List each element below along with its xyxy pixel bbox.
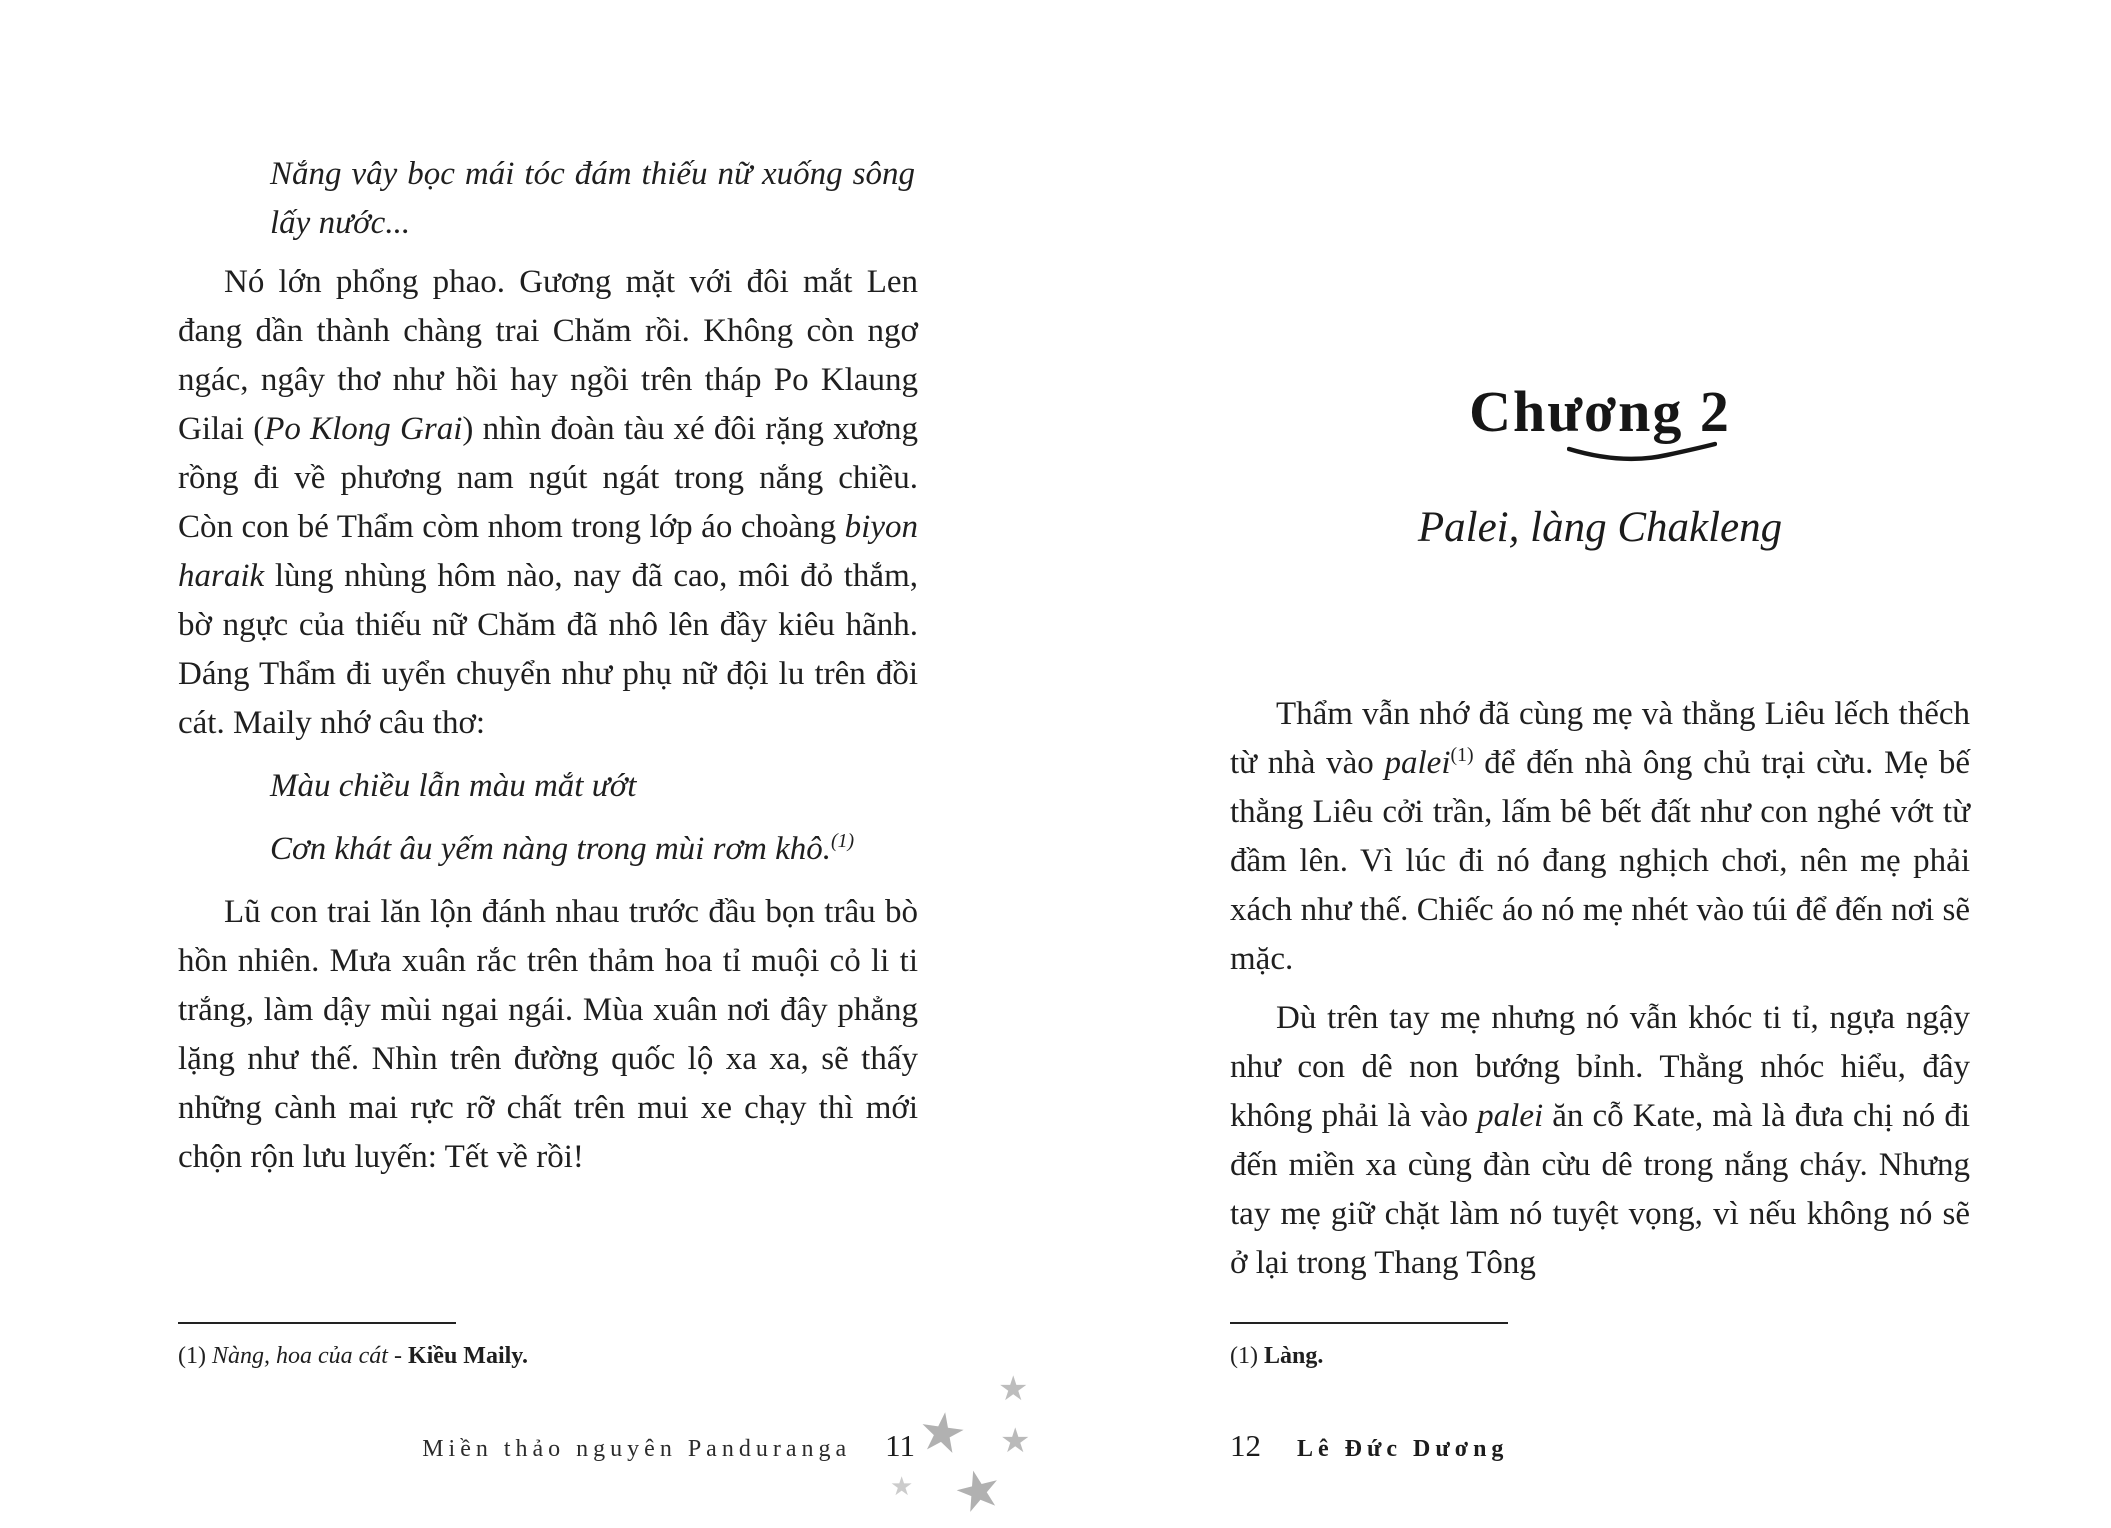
page-right bbox=[1230, 150, 1970, 1288]
chapter-subtitle: Palei, làng Chakleng bbox=[1417, 504, 1783, 551]
running-title: Miền thảo nguyên Panduranga bbox=[422, 1436, 852, 1462]
star-icon: ★ bbox=[1000, 1421, 1031, 1461]
author-name: Lê Đức Dương bbox=[1297, 1436, 1509, 1462]
page-number-right: 12 bbox=[1230, 1428, 1261, 1463]
chapter-title: Chương 2 bbox=[1469, 379, 1731, 444]
footer-right bbox=[1230, 1428, 1508, 1464]
poem-line-2: Cơn khát âu yếm nàng trong mùi rơm khô.$^{(1)}$ bbox=[270, 830, 855, 867]
left-paragraph-2: Lũ con trai lăn lộn đánh nhau trước đầu bọn trâu bò hồn nhiên. Mưa xuân rắc trên thảm hoa tỉ muội cỏ li ti trắng, làm dậy mùi ngai ngái. Mùa xuân nơi đây phẳng lặng như thế. Nhìn trên đường quốc lộ xa xa, sẽ thấy những cành mai rực rỡ chất trên mui xe chạy thì mới chộn rộn lưu luyến: Tết về rồi! bbox=[178, 894, 918, 1175]
chapter-heading bbox=[1230, 378, 1970, 552]
footer-left bbox=[178, 1428, 915, 1464]
footnote-right: (1) Làng. bbox=[1230, 1343, 1324, 1369]
footnote-rule-left bbox=[178, 1322, 456, 1324]
opening-verse: Nắng vây bọc mái tóc đám thiếu nữ xuống sông lấy nước... bbox=[270, 156, 915, 241]
footnote-left: (1) Nàng, hoa của cát - Kiều Maily. bbox=[178, 1343, 528, 1369]
footnote-rule-right bbox=[1230, 1322, 1508, 1324]
star-icon: ★ bbox=[913, 1397, 971, 1468]
left-paragraph-1: Nó lớn phổng phao. Gương mặt với đôi mắt Len đang dần thành chàng trai Chăm rồi. Không còn ngơ ngác, ngây thơ như hồi hay ngồi trên tháp Po Klaung Gilai (Po Klong Grai) nhìn đoàn tàu xé đôi rặng xương rồng đi về phương nam ngút ngát trong nắng chiều. Còn con bé Thẩm còm nhom trong lớp áo choàng biyon haraik lùng nhùng hôm nào, nay đã cao, môi đỏ thắm, bờ ngực của thiếu nữ Chăm đã nhô lên đầy kiêu hãnh. Dáng Thẩm đi uyển chuyển như phụ nữ đội lu trên đồi cát. Maily nhớ câu thơ: bbox=[178, 264, 918, 741]
star-icon: ★ bbox=[998, 1369, 1029, 1409]
page-left bbox=[178, 150, 918, 1182]
right-paragraph-2: Dù trên tay mẹ nhưng nó vẫn khóc ti tỉ, ngựa ngậy như con dê non bướng bỉnh. Thằng nhóc hiểu, đây không phải là vào palei ăn cỗ Kate, mà là đưa chị nó đi đến miền xa cùng đàn cừu dê trong nắng cháy. Nhưng tay mẹ giữ chặt làm nó tuyệt vọng, vì nếu không nó sẽ ở lại trong Thang Tông bbox=[1230, 1000, 1970, 1281]
chapter-title-flourish bbox=[1567, 441, 1717, 465]
page-number-left: 11 bbox=[885, 1428, 915, 1463]
poem-line-1: Màu chiều lẫn màu mắt ướt bbox=[270, 768, 637, 804]
star-icon: ★ bbox=[946, 1454, 1010, 1527]
star-cluster bbox=[880, 1369, 1080, 1528]
star-icon: ★ bbox=[890, 1472, 914, 1502]
right-paragraph-1: Thẩm vẫn nhớ đã cùng mẹ và thằng Liêu lếch thếch từ nhà vào palei$^{(1)}$ để đến nhà ông chủ trại cừu. Mẹ bế thằng Liêu cởi trần, lấm bê bết đất như con nghé vớt từ đầm lên. Vì lúc đi nó đang nghịch chơi, nên mẹ phải xách như thế. Chiếc áo nó mẹ nhét vào túi để đến nơi sẽ mặc. bbox=[1230, 696, 1970, 977]
